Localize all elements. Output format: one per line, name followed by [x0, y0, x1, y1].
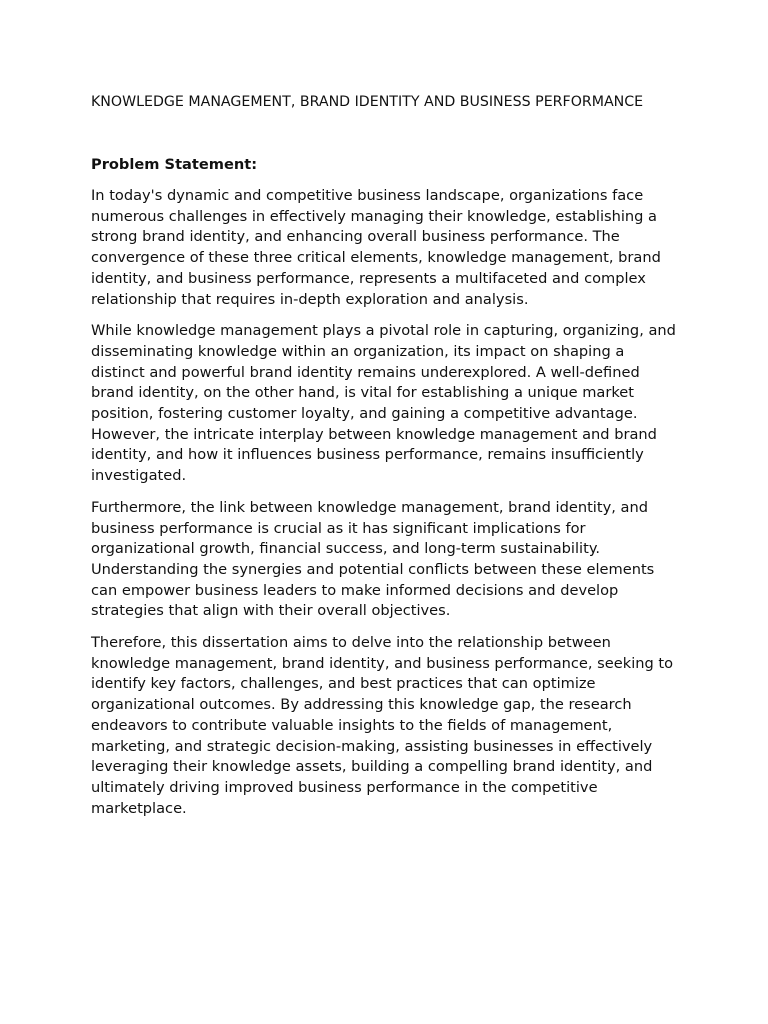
- paragraph-2: While knowledge management plays a pivotal role in capturing, organizing, and disseminating knowledge within an organization, its impact on shaping a distinct and powerful brand identity remains underexplored. A well-defined brand identity, on the other hand, is vital for establishing a unique market position, fostering customer loyalty, and gaining a competitive advantage. However, the intricate interplay between knowledge management and brand identity, and how it influences business performance, remains insufficiently investigated.: [91, 322, 676, 485]
- paragraph-4: Therefore, this dissertation aims to delve into the relationship between knowledge management, brand identity, and business performance, seeking to identify key factors, challenges, and best practices that can optimize organizational outcomes. By addressing this knowledge gap, the research endeavors to contribute valuable insights to the fields of management, marketing, and strategic decision-making, assisting businesses in effectively leveraging their knowledge assets, building a compelling brand identity, and ultimately driving improved business performance in the competitive marketplace.: [91, 634, 674, 817]
- document-body: [91, 92, 681, 819]
- paragraph-1: In today's dynamic and competitive business landscape, organizations face numerous challenges in effectively managing their knowledge, establishing a strong brand identity, and enhancing overall business performance. The convergence of these three critical elements, knowledge management, brand identity, and business performance, represents a multifaceted and complex relationship that requires in-depth exploration and analysis.: [91, 187, 661, 308]
- document-title: KNOWLEDGE MANAGEMENT, BRAND IDENTITY AND BUSINESS PERFORMANCE: [91, 94, 644, 110]
- paragraph-3: Furthermore, the link between knowledge management, brand identity, and business performance is crucial as it has significant implications for organizational growth, financial success, and long-term sustainability. Understanding the synergies and potential conflicts between these elements can empower business leaders to make informed decisions and develop strategies that align with their overall objectives.: [91, 498, 655, 620]
- section-heading: Problem Statement:: [91, 156, 258, 173]
